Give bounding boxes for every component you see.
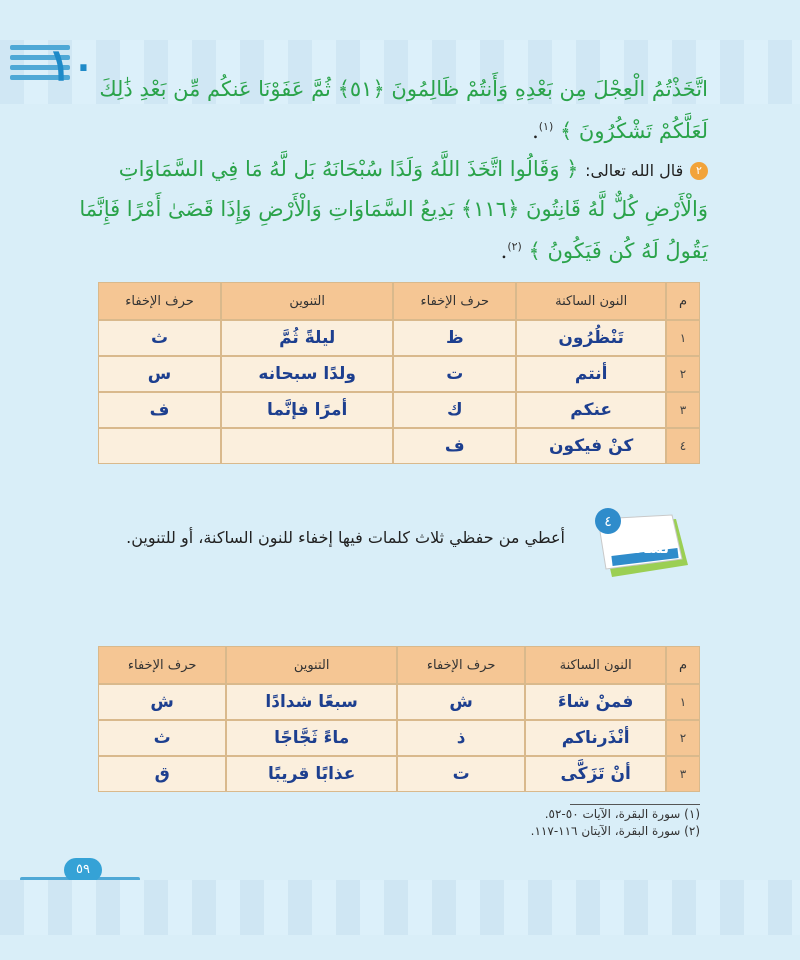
table-row xyxy=(98,684,700,720)
row-num: ٢ xyxy=(666,356,700,392)
col-ikhfa-1: حرف الإخفاء xyxy=(397,646,525,684)
col-num: م xyxy=(666,646,700,684)
table-row xyxy=(98,756,700,792)
table-header-row xyxy=(98,646,700,684)
noon-word: أنتم xyxy=(516,356,666,392)
col-ikhfa-2: حرف الإخفاء xyxy=(98,282,221,320)
activity-label: نشاط xyxy=(626,539,670,557)
tanween-word xyxy=(221,428,393,464)
col-ikhfa-1: حرف الإخفاء xyxy=(393,282,516,320)
tanween-word: ماءً ثَجَّاجًا xyxy=(226,720,397,756)
footnote-2: (٢) سورة البقرة، الآيتان ١١٦-١١٧. xyxy=(530,824,700,838)
ikhfa-letter: ف xyxy=(393,428,516,464)
activity-instruction: أعطي من حفظي ثلاث كلمات فيها إخفاء للنون الساكنة، أو للتنوين. xyxy=(126,528,565,547)
table-header-row xyxy=(98,282,700,320)
footnotes xyxy=(531,806,700,840)
table-row xyxy=(98,320,700,356)
footnote-1: (١) سورة البقرة، الآيات ٥٠-٥٢. xyxy=(544,807,700,821)
ikhfa-letter: ف xyxy=(98,392,221,428)
ikhfa-letter: ذ xyxy=(397,720,525,756)
verse-text-2: ﴿ وَقَالُوا اتَّخَذَ اللَّهُ وَلَدًا سُبْحَانَهُ بَل لَّهُ مَا فِي السَّمَاوَاتِ وَالْأَرْضِ كُلٌّ لَّهُ قَانِتُونَ ﴿١١٦﴾ بَدِيعُ السَّمَاوَاتِ وَالْأَرْضِ وَإِذَا قَضَىٰ أَمْرًا فَإِنَّمَا يَقُولُ لَهُ كُن فَيَكُونُ ﴾ xyxy=(79,157,708,263)
tanween-word: ليلةً ثُمَّ xyxy=(221,320,393,356)
tanween-word: أمرًا فإنَّما xyxy=(221,392,393,428)
col-tanween: التنوين xyxy=(226,646,397,684)
ikhfa-letter: ظ xyxy=(393,320,516,356)
verse-intro: قال الله تعالى: xyxy=(585,161,684,180)
ikhfa-letter: ت xyxy=(397,756,525,792)
ikhfa-letter: ش xyxy=(98,684,226,720)
row-num: ٤ xyxy=(666,428,700,464)
ikhfa-letter: ث xyxy=(98,720,226,756)
noon-word: أنْ تَزَكَّى xyxy=(525,756,666,792)
footnote-divider xyxy=(570,804,700,805)
verse-end-2: . xyxy=(500,239,508,263)
noon-word: كنْ فيكون xyxy=(516,428,666,464)
table-row xyxy=(98,428,700,464)
footnote-ref-1: (١) xyxy=(538,120,554,133)
ikhfa-letter: ش xyxy=(397,684,525,720)
ikhfa-letter: ق xyxy=(98,756,226,792)
activity-notebook-icon xyxy=(592,505,692,585)
noon-word: تَنْظُرُون xyxy=(516,320,666,356)
verse-block-2 xyxy=(70,150,708,270)
footer-decor-band xyxy=(0,880,800,935)
row-num: ٢ xyxy=(666,720,700,756)
row-num: ١ xyxy=(666,684,700,720)
row-num: ١ xyxy=(666,320,700,356)
col-tanween: التنوين xyxy=(221,282,393,320)
verse-text-1: اتَّخَذْتُمُ الْعِجْلَ مِن بَعْدِهِ وَأَنتُمْ ظَالِمُونَ ﴿٥١﴾ ثُمَّ عَفَوْنَا عَنكُم مِّن بَعْدِ ذَٰلِكَ لَعَلَّكُمْ تَشْكُرُونَ ﴾ xyxy=(99,77,708,143)
page-number: ٥٩ xyxy=(64,858,102,882)
table-row xyxy=(98,356,700,392)
row-num: ٣ xyxy=(666,756,700,792)
ikhfa-letter: س xyxy=(98,356,221,392)
ikhfa-letter: ث xyxy=(98,320,221,356)
noon-word: أنْذَرناكم xyxy=(525,720,666,756)
col-num: م xyxy=(666,282,700,320)
ikhfa-table-2 xyxy=(98,646,700,792)
verse-end-1: . xyxy=(532,119,539,143)
row-num: ٣ xyxy=(666,392,700,428)
col-ikhfa-2: حرف الإخفاء xyxy=(98,646,226,684)
noon-word: فمنْ شاءَ xyxy=(525,684,666,720)
col-noon: النون الساكنة xyxy=(516,282,666,320)
ikhfa-letter: ت xyxy=(393,356,516,392)
ikhfa-letter: ك xyxy=(393,392,516,428)
table-row xyxy=(98,720,700,756)
col-noon: النون الساكنة xyxy=(525,646,666,684)
verse-block-1 xyxy=(70,70,708,150)
tanween-word: ولدًا سبحانه xyxy=(221,356,393,392)
ikhfa-table-1 xyxy=(98,282,700,464)
point-marker: ٢ xyxy=(690,162,708,180)
lesson-number: ١٠ xyxy=(48,40,96,91)
footnote-ref-2: (٢) xyxy=(507,240,522,253)
activity-number: ٤ xyxy=(604,514,612,530)
tanween-word: عذابًا قريبًا xyxy=(226,756,397,792)
tanween-word: سبعًا شدادًا xyxy=(226,684,397,720)
noon-word: عنكم xyxy=(516,392,666,428)
table-row xyxy=(98,392,700,428)
ikhfa-letter xyxy=(98,428,221,464)
